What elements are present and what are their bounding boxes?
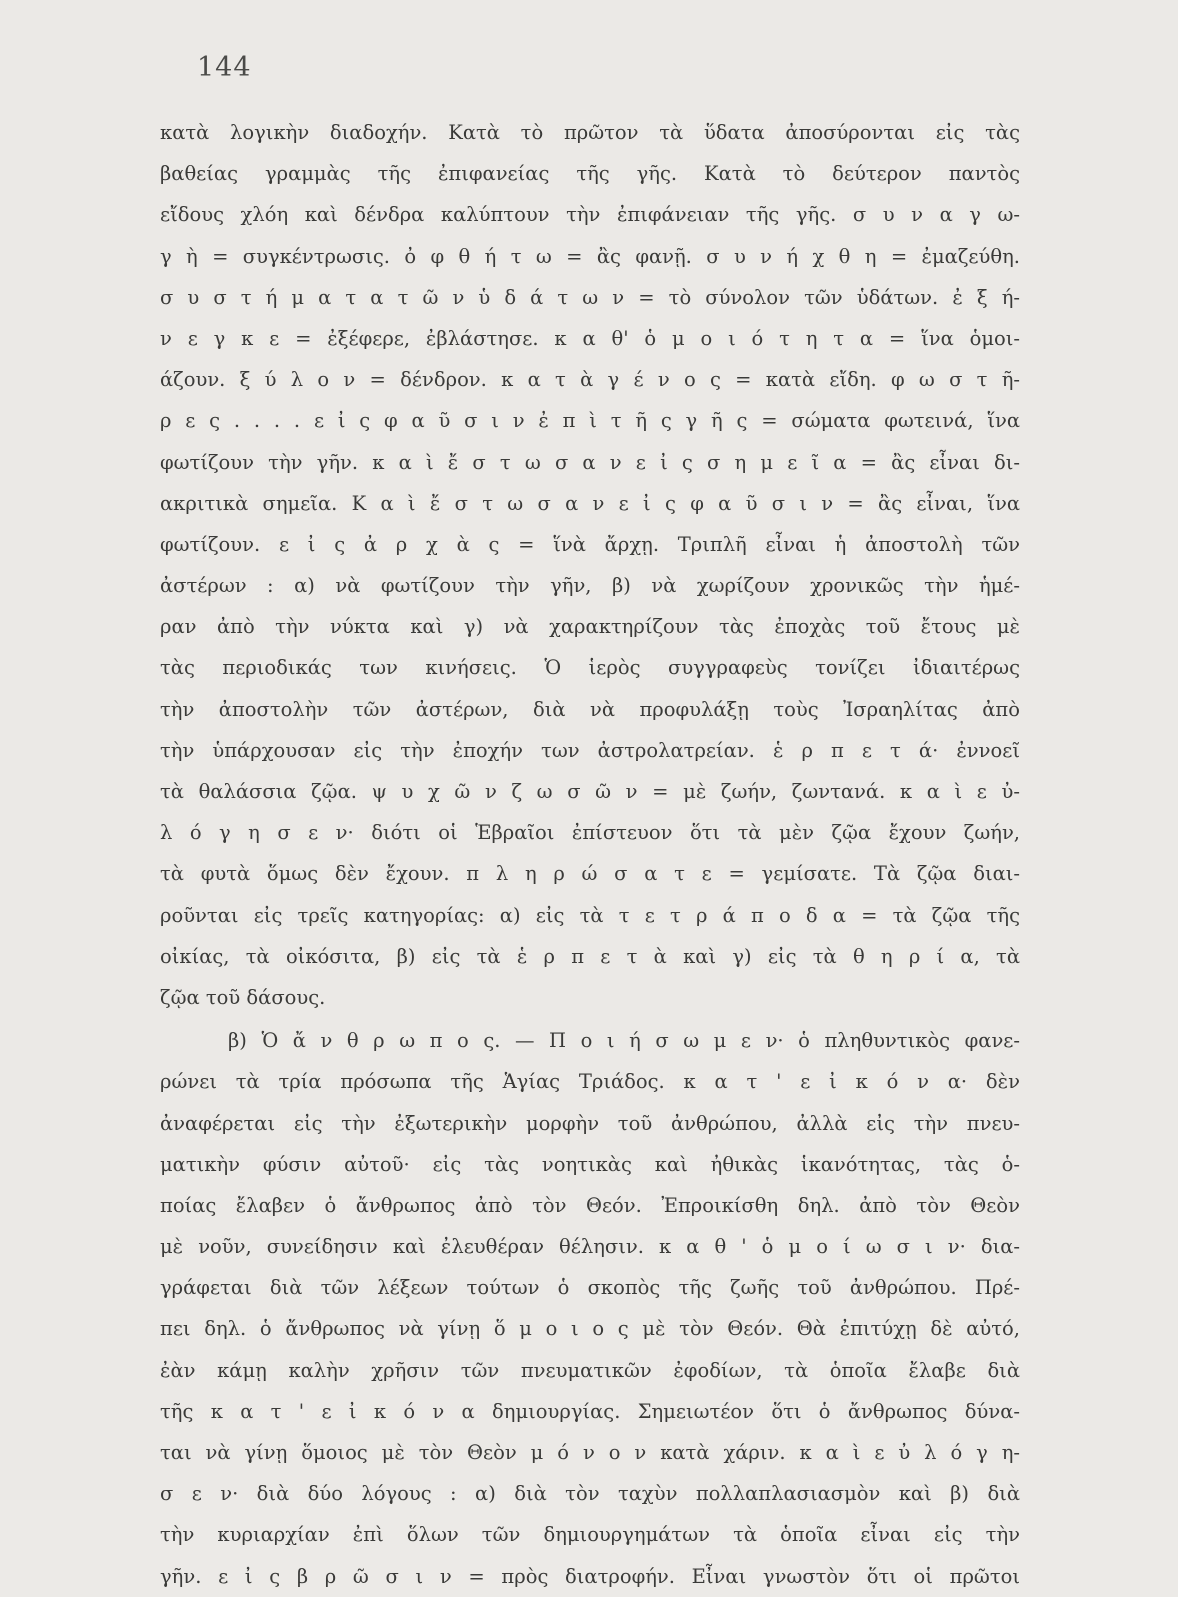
text-line: γράφεται διὰ τῶν λέξεων τούτων ὁ σκοπὸς τῆς ζωῆς τοῦ ἀνθρώπου. Πρέ- xyxy=(160,1276,1020,1300)
text-line: τὴν κυριαρχίαν ἐπὶ ὅλων τῶν δημιουργημάτων τὰ ὁποῖα εἶναι εἰς τὴν xyxy=(160,1523,1020,1547)
body-text xyxy=(160,112,1020,1597)
text-line: τὴν ἀποστολὴν τῶν ἀστέρων, διὰ νὰ προφυλάξῃ τοὺς Ἰσραηλίτας ἀπὸ xyxy=(160,697,1020,721)
text-line: οἰκίας, τὰ οἰκόσιτα, β) εἰς τὰ ἑ ρ π ε τ ὰ καὶ γ) εἰς τὰ θ η ρ ί α, τὰ xyxy=(160,944,1020,968)
text-line: τὰς περιοδικάς των κινήσεις. Ὁ ἱερὸς συγγραφεὺς τονίζει ἰδιαιτέρως xyxy=(160,656,1020,680)
text-line: ρώνει τὰ τρία πρόσωπα τῆς Ἁγίας Τριάδος. κ α τ ' ε ἰ κ ό ν α· δὲν xyxy=(160,1070,1020,1094)
text-line: βαθείας γραμμὰς τῆς ἐπιφανείας τῆς γῆς. Κατὰ τὸ δεύτερον παντὸς xyxy=(160,162,1020,186)
text-line: τὰ φυτὰ ὅμως δὲν ἔχουν. π λ η ρ ώ σ α τ ε = γεμίσατε. Τὰ ζῷα διαι- xyxy=(160,862,1020,886)
text-line: φωτίζουν. ε ἰ ς ἀ ρ χ ὰ ς = ἵνὰ ἄρχῃ. Τριπλῆ εἶναι ἡ ἀποστολὴ τῶν xyxy=(160,532,1020,556)
text-line: ακριτικὰ σημεῖα. Κ α ὶ ἔ σ τ ω σ α ν ε ἰ ς φ α ῦ σ ι ν = ἂς εἶναι, ἵνα xyxy=(160,491,1020,515)
text-line: ζῷα τοῦ δάσους. xyxy=(160,985,326,1009)
text-line: σ υ σ τ ή μ α τ α τ ῶ ν ὑ δ ά τ ω ν = τὸ σύνολον τῶν ὑδάτων. ἐ ξ ή- xyxy=(160,285,1020,309)
text-line: γῆν. ε ἰ ς β ρ ῶ σ ι ν = πρὸς διατροφήν. Εἶναι γνωστὸν ὅτι οἱ πρῶτοι xyxy=(160,1564,1020,1588)
text-line: εἴδους χλόη καὶ δένδρα καλύπτουν τὴν ἐπιφάνειαν τῆς γῆς. σ υ ν α γ ω- xyxy=(160,203,1020,227)
text-line: ν ε γ κ ε = ἐξέφερε, ἐβλάστησε. κ α θ' ὁ μ ο ι ό τ η τ α = ἵνα ὁμοι- xyxy=(160,326,1020,350)
text-line: ρ ε ς . . . . ε ἰ ς φ α ῦ σ ι ν ἐ π ὶ τ ῆ ς γ ῆ ς = σώματα φωτεινά, ἵνα xyxy=(160,409,1020,433)
text-line: γ ὴ = συγκέντρωσις. ὀ φ θ ή τ ω = ἂς φανῇ. σ υ ν ή χ θ η = ἐμαζεύθη. xyxy=(160,244,1020,268)
text-line: ροῦνται εἰς τρεῖς κατηγορίας: α) εἰς τὰ τ ε τ ρ ά π ο δ α = τὰ ζῷα τῆς xyxy=(160,903,1020,927)
text-line: ται νὰ γίνῃ ὅμοιος μὲ τὸν Θεὸν μ ό ν ο ν κατὰ χάριν. κ α ὶ ε ὐ λ ό γ η- xyxy=(160,1441,1020,1464)
text-line: τῆς κ α τ ' ε ἰ κ ό ν α δημιουργίας. Σημειωτέον ὅτι ὁ ἄνθρωπος δύνα- xyxy=(160,1399,1020,1423)
section-heading-line: β) Ὁ ἄ ν θ ρ ω π ο ς. — Π ο ι ή σ ω μ ε ν· ὁ πληθυντικὸς φανε- xyxy=(228,1029,1020,1053)
text-line: ποίας ἔλαβεν ὁ ἄνθρωπος ἀπὸ τὸν Θεόν. Ἐπροικίσθη δηλ. ἀπὸ τὸν Θεὸν xyxy=(160,1193,1020,1217)
text-line: μὲ νοῦν, συνείδησιν καὶ ἐλευθέραν θέλησιν. κ α θ ' ὁ μ ο ί ω σ ι ν· δια- xyxy=(160,1235,1020,1259)
text-line: λ ό γ η σ ε ν· διότι οἱ Ἑβραῖοι ἐπίστευον ὅτι τὰ μὲν ζῷα ἔχουν ζωήν, xyxy=(160,821,1020,845)
text-line: πει δηλ. ὁ ἄνθρωπος νὰ γίνῃ ὅ μ ο ι ο ς μὲ τὸν Θεόν. Θὰ ἐπιτύχῃ δὲ αὐτό, xyxy=(160,1317,1020,1341)
text-line: ἀναφέρεται εἰς τὴν ἐξωτερικὴν μορφὴν τοῦ ἀνθρώπου, ἀλλὰ εἰς τὴν πνευ- xyxy=(160,1111,1020,1135)
text-line: ἐὰν κάμῃ καλὴν χρῆσιν τῶν πνευματικῶν ἐφοδίων, τὰ ὁποῖα ἔλαβε διὰ xyxy=(160,1358,1020,1382)
text-line: ραν ἀπὸ τὴν νύκτα καὶ γ) νὰ χαρακτηρίζουν τὰς ἐποχὰς τοῦ ἔτους μὲ xyxy=(160,615,1020,639)
text-line: τὴν ὑπάρχουσαν εἰς τὴν ἐποχήν των ἀστρολατρείαν. ἑ ρ π ε τ ά· ἐννοεῖ xyxy=(160,738,1020,762)
text-line: φωτίζουν τὴν γῆν. κ α ὶ ἔ σ τ ω σ α ν ε ἰ ς σ η μ ε ῖ α = ἂς εἶναι δι- xyxy=(160,450,1020,474)
text-line: τὰ θαλάσσια ζῷα. ψ υ χ ῶ ν ζ ω σ ῶ ν = μὲ ζωήν, ζωντανά. κ α ὶ ε ὐ- xyxy=(160,780,1020,803)
text-line: κατὰ λογικὴν διαδοχήν. Κατὰ τὸ πρῶτον τὰ ὕδατα ἀποσύρονται εἰς τὰς xyxy=(160,121,1020,144)
text-line: ἀστέρων : α) νὰ φωτίζουν τὴν γῆν, β) νὰ χωρίζουν χρονικῶς τὴν ἡμέ- xyxy=(160,574,1020,598)
text-line: σ ε ν· διὰ δύο λόγους : α) διὰ τὸν ταχὺν πολλαπλασιασμὸν καὶ β) διὰ xyxy=(160,1482,1020,1506)
page-number: 144 xyxy=(197,52,252,83)
text-line: ματικὴν φύσιν αὐτοῦ· εἰς τὰς νοητικὰς καὶ ἠθικὰς ἱκανότητας, τὰς ὁ- xyxy=(160,1152,1020,1176)
text-line: άζουν. ξ ύ λ ο ν = δένδρον. κ α τ ὰ γ έ ν ο ς = κατὰ εἴδη. φ ω σ τ ῆ- xyxy=(160,368,1020,392)
